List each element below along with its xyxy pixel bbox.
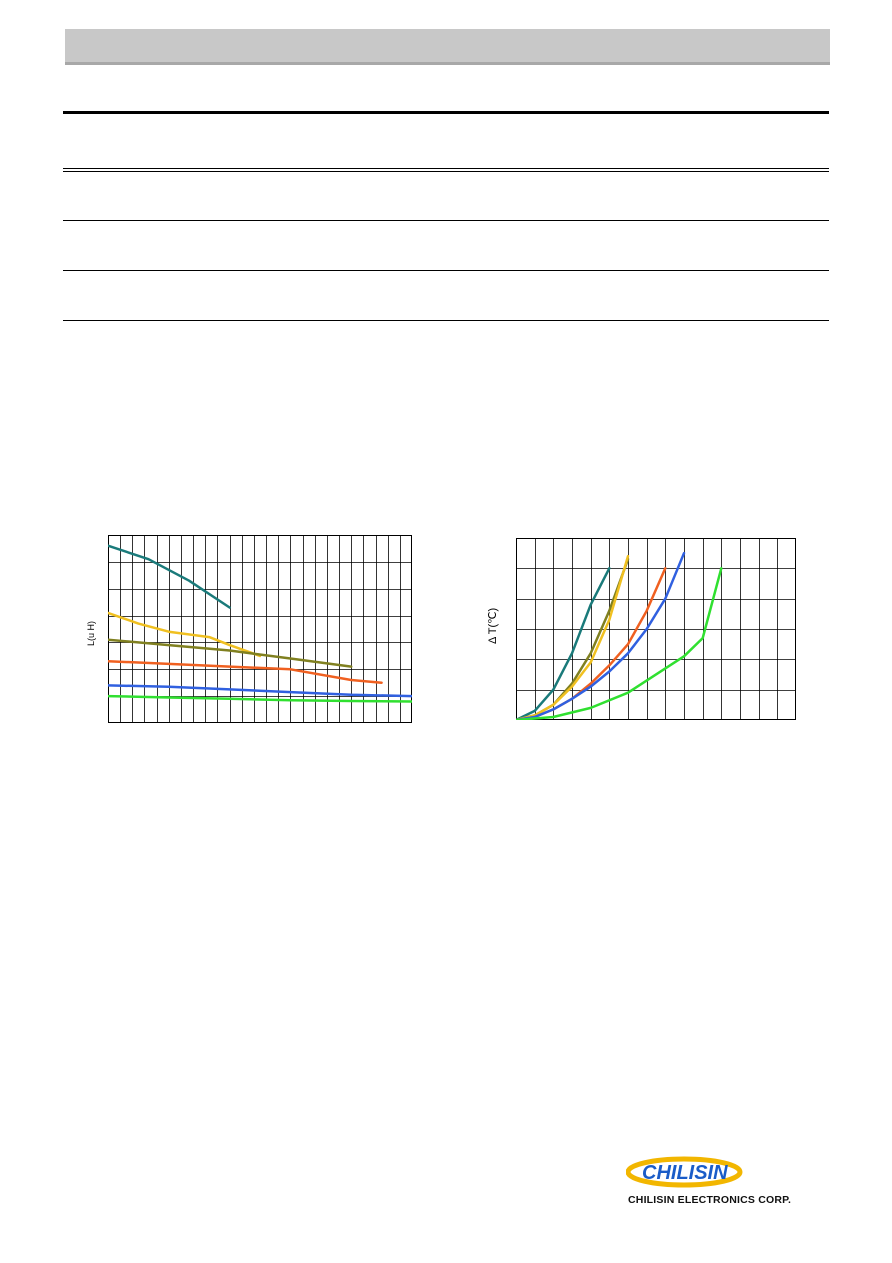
chilisin-logo-icon — [626, 1155, 826, 1215]
inductance-chart — [108, 535, 412, 723]
company-name: CHILISIN ELECTRONICS CORP. — [628, 1194, 792, 1206]
rule-thin — [63, 270, 829, 271]
header-band — [65, 29, 830, 65]
temperature-rise-chart — [516, 538, 796, 720]
rule-thin — [63, 220, 829, 221]
chart1-ylabel: L(u H) — [86, 620, 96, 646]
chart2-plot-area — [517, 539, 796, 720]
rule-thick — [63, 111, 829, 114]
rule-double — [63, 168, 829, 169]
logo-wordmark: CHILISIN — [642, 1162, 728, 1184]
rule-thin — [63, 320, 829, 321]
chart2-ylabel: Δ T(℃) — [487, 607, 499, 644]
